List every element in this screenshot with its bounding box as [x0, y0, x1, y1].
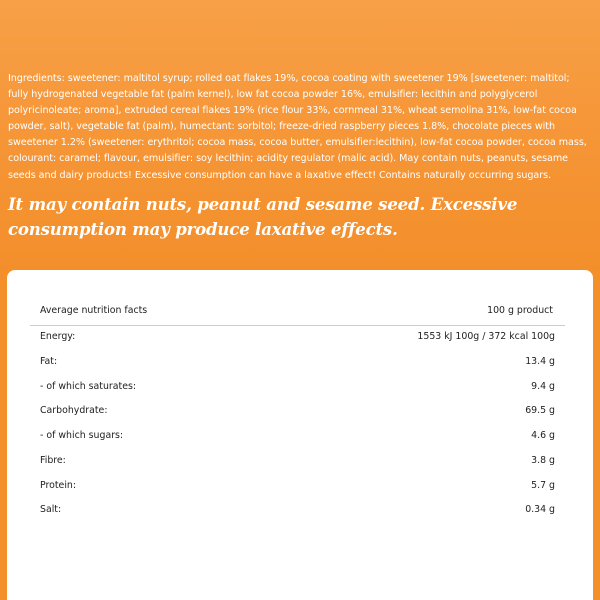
allergen-warning: It may contain nuts, peanut and sesame seed. Excessive consumption may produce laxative effects. — [8, 194, 518, 239]
nutrition-value: 9.4 g — [531, 381, 555, 392]
nutrition-row-protein — [40, 480, 555, 494]
nutrition-label: Salt: — [40, 504, 62, 515]
nutrition-row-sugars — [40, 430, 555, 444]
nutrition-table-card — [7, 270, 593, 600]
nutrition-label: Fibre: — [40, 455, 66, 466]
nutrition-table-header — [30, 298, 565, 326]
nutrition-row-salt — [40, 504, 555, 518]
nutrition-value: 69.5 g — [525, 405, 555, 416]
nutrition-label: Fat: — [40, 356, 58, 367]
nutrition-label: - of which sugars: — [40, 430, 124, 441]
nutrition-label: Carbohydrate: — [40, 405, 108, 416]
nutrition-label: Protein: — [40, 480, 77, 491]
nutrition-row-carbohydrate — [40, 405, 555, 419]
nutrition-value: 3.8 g — [531, 455, 555, 466]
nutrition-value: 4.6 g — [531, 430, 555, 441]
nutrition-row-saturates — [40, 381, 555, 395]
nutrition-row-fat — [40, 356, 555, 370]
nutrition-header-value: 100 g product — [487, 305, 553, 316]
nutrition-value: 5.7 g — [531, 480, 555, 491]
nutrition-value: 1553 kJ 100g / 372 kcal 100g — [417, 331, 555, 342]
nutrition-value: 0.34 g — [525, 504, 555, 515]
nutrition-header-label: Average nutrition facts — [40, 305, 148, 316]
nutrition-label: Energy: — [40, 331, 76, 342]
ingredients-text: Ingredients: sweetener: maltitol syrup; rolled oat flakes 19%, cocoa coating with sweetener 19% [sweetener: maltitol; fully hydrogenated vegetable fat (palm kernel), low fat cocoa powder 16%, emulsifier: lecithin and polyglycerol polyricinoleate; aroma], extruded cereal flakes 19% (rice flour 33%, cornmeal 31%, wheat semolina 31%, low-fat cocoa powder, salt), vegetable fat (palm), humectant: sorbitol; freeze-dried raspberry pieces 1.8%, chocolate pieces with sweetener 1.2% (sweetener: erythritol; cocoa mass, cocoa butter, emulsifier:lecithin), low-fat cocoa powder, cocoa mass, colourant: caramel; flavour, emulsifier: soy lecithin; acidity regulator (malic acid). May contain nuts, peanuts, sesame seeds and dairy products! Excessive consumption can have a laxative effect! Contains naturally occurring sugars. — [8, 73, 587, 181]
nutrition-label: - of which saturates: — [40, 381, 137, 392]
nutrition-row-energy — [40, 331, 555, 345]
nutrition-value: 13.4 g — [525, 356, 555, 367]
nutrition-row-fibre — [40, 455, 555, 469]
